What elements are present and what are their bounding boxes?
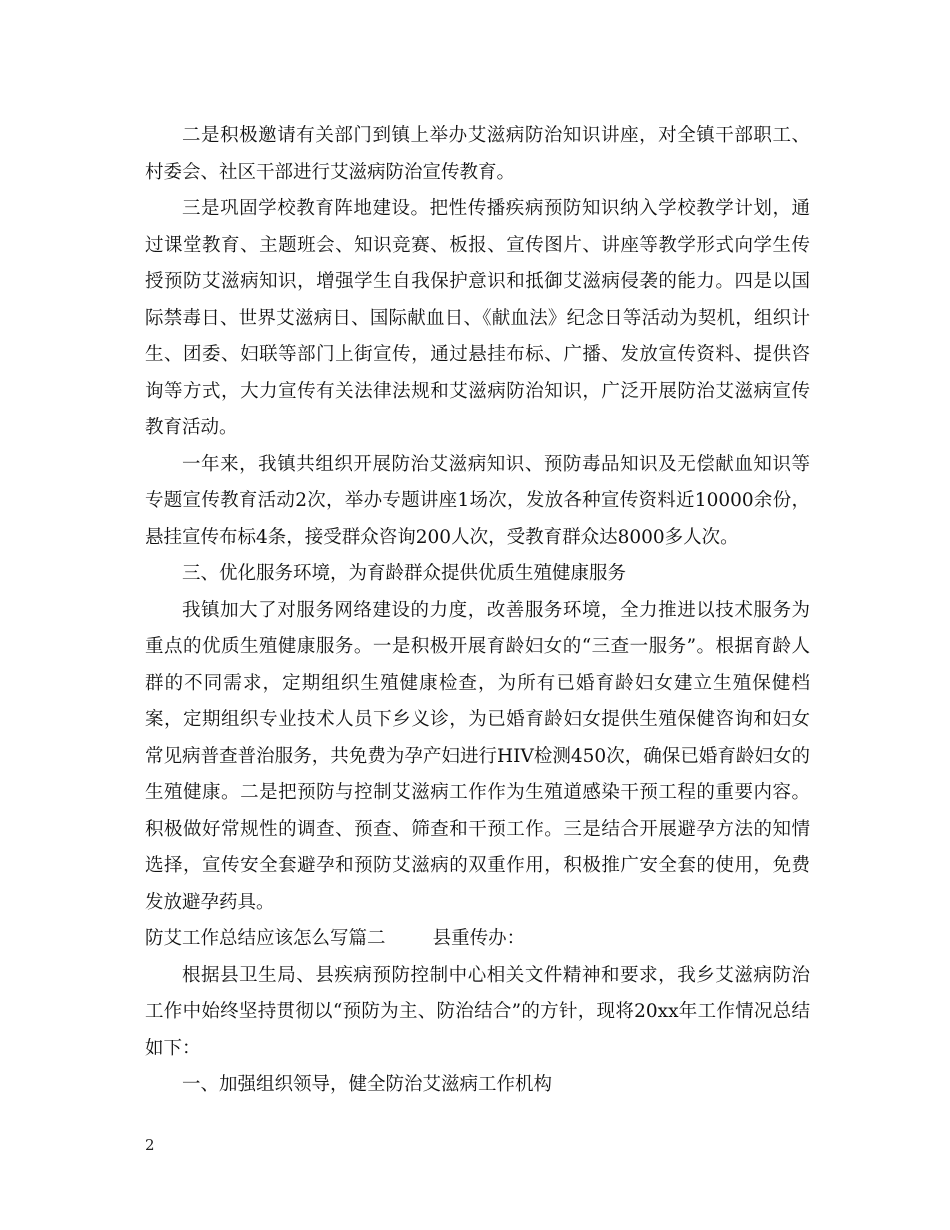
article-title: 防艾工作总结应该怎么写篇二 [145,928,386,949]
section-heading-3: 三、优化服务环境，为育龄群众提供优质生殖健康服务 [182,563,627,584]
document-body [145,118,810,1104]
paragraph-4: 我镇加大了对服务网络建设的力度，改善服务环境，全力推进以技术服务为重点的优质生殖健康服务。一是积极开展育龄妇女的“三查一服务”。根据育龄人群的不同需求，定期组织生殖健康检查，为所有已婚育龄妇女建立生殖保健档案，定期组织专业技术人员下乡义诊，为已婚育龄妇女提供生殖保健咨询和妇女常见病普查普治服务，共免费为孕产妇进行HIV检测450次，确保已婚育龄妇女的生殖健康。二是把预防与控制艾滋病工作作为生殖道感染干预工程的重要内容。积极做好常规性的调查、预查、筛查和干预工作。三是结合开展避孕方法的知情选择，宣传安全套避孕和预防艾滋病的双重作用，积极推广安全套的使用，免费发放避孕药具。 [145,599,810,913]
page-number: 2 [145,1136,155,1154]
paragraph-1: 二是积极邀请有关部门到镇上举办艾滋病防治知识讲座，对全镇干部职工、村委会、社区干部进行艾滋病防治宣传教育。 [145,125,810,183]
addressee: 县重传办： [432,928,526,949]
paragraph-2: 三是巩固学校教育阵地建设。把性传播疾病预防知识纳入学校教学计划，通过课堂教育、主题班会、知识竞赛、板报、宣传图片、讲座等教学形式向学生传授预防艾滋病知识，增强学生自我保护意识和抵御艾滋病侵袭的能力。四是以国际禁毒日、世界艾滋病日、国际献血日、《献血法》纪念日等活动为契机，组织计生、团委、妇联等部门上街宣传，通过悬挂布标、广播、发放宣传资料、提供咨询等方式，大力宣传有关法律法规和艾滋病防治知识，广泛开展防治艾滋病宣传教育活动。 [145,198,810,438]
section-heading-1: 一、加强组织领导，健全防治艾滋病工作机构 [182,1074,553,1095]
article-title-line [145,921,810,958]
paragraph-5: 根据县卫生局、县疾病预防控制中心相关文件精神和要求，我乡艾滋病防治工作中始终坚持贯彻以“预防为主、防治结合”的方针，现将20xx年工作情况总结如下： [145,964,810,1059]
paragraph-3: 一年来，我镇共组织开展防治艾滋病知识、预防毒品知识及无偿献血知识等专题宣传教育活动2次，举办专题讲座1场次，发放各种宣传资料近10000余份，悬挂宣传布标4条，接受群众咨询200人次，受教育群众达8000多人次。 [145,453,810,548]
